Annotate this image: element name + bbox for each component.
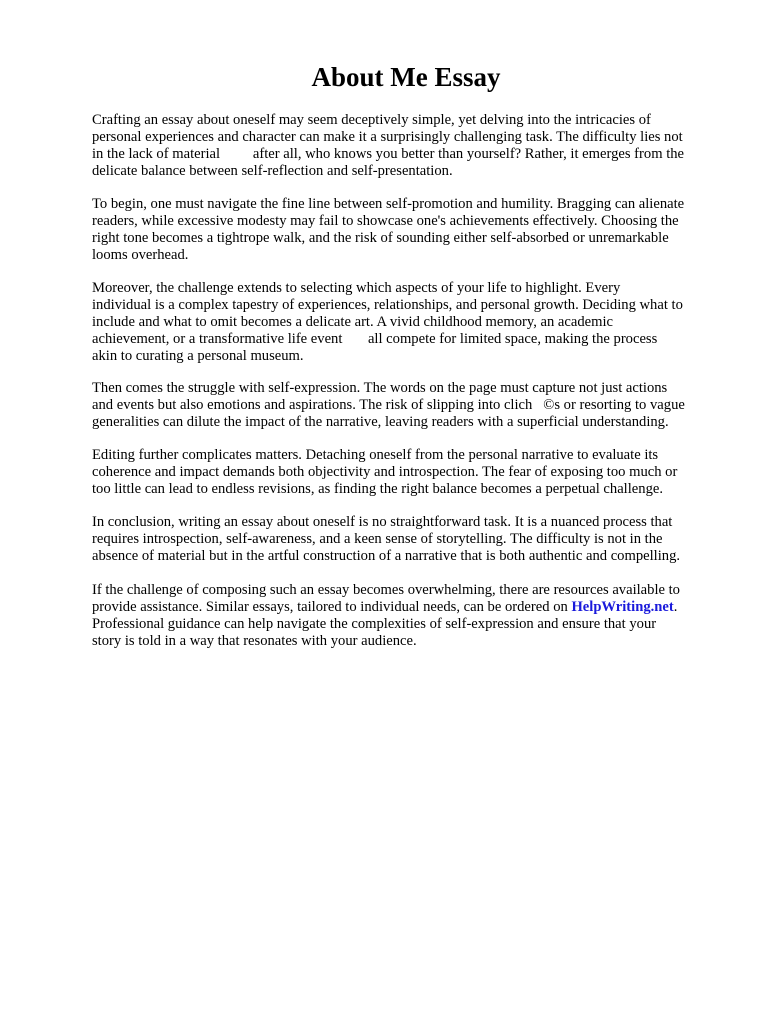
text-line: Professional guidance can help navigate the complexities of self-expression and ensure that your [92,616,657,632]
text-line: looms overhead. [92,247,189,263]
helpwriting-link[interactable]: HelpWriting.net [571,599,674,615]
paragraph-intro [92,112,684,180]
text-line: akin to curating a personal museum. [92,348,304,364]
text-line-with-link [92,599,680,616]
text-line: individual is a complex tapestry of experiences, relationships, and personal growth. Deciding what to [92,297,683,313]
text-line: achievement, or a transformative life event all compete for limited space, making the process [92,331,658,347]
paragraph-tone [92,196,684,264]
text-line: generalities can dilute the impact of the narrative, leaving readers with a superficial understanding. [92,414,669,430]
text-line: Crafting an essay about oneself may seem deceptively simple, yet delving into the intricacies of [92,112,651,128]
page-title: About Me Essay [311,62,501,92]
paragraph-expression [92,380,685,431]
text-line: story is told in a way that resonates with your audience. [92,633,417,649]
text-line: In conclusion, writing an essay about oneself is no straightforward task. It is a nuanced process that [92,514,673,530]
text-line: too little can lead to endless revisions, as finding the right balance becomes a perpetual challenge. [92,481,663,497]
text-line: Editing further complicates matters. Detaching oneself from the personal narrative to evaluate its [92,447,659,463]
text-line: coherence and impact demands both objectivity and introspection. The fear of exposing too much or [92,464,678,480]
link-suffix-text: . [673,599,678,615]
text-line: right tone becomes a tightrope walk, and the risk of sounding either self-absorbed or unremarkable [92,230,669,246]
text-line: delicate balance between self-reflection and self-presentation. [92,163,453,179]
text-line: personal experiences and character can make it a surprisingly challenging task. The difficulty lies not [92,129,683,145]
text-line: Then comes the struggle with self-expression. The words on the page must capture not just actions [92,380,668,396]
text-line: include and what to omit becomes a delicate art. A vivid childhood memory, an academic [92,314,614,330]
text-line: and events but also emotions and aspirations. The risk of slipping into clich ©s or resorting to vague [92,397,685,413]
text-line: in the lack of material after all, who knows you better than yourself? Rather, it emerges from the [92,146,685,162]
link-prefix-text: provide assistance. Similar essays, tailored to individual needs, can be ordered on [92,599,572,615]
paragraph-selection [92,280,683,365]
text-line: Moreover, the challenge extends to selecting which aspects of your life to highlight. Every [92,280,621,296]
text-line: If the challenge of composing such an essay becomes overwhelming, there are resources available to [92,582,680,598]
text-line: requires introspection, self-awareness, and a keen sense of storytelling. The difficulty is not in the [92,531,663,547]
paragraph-resources [92,582,680,650]
text-line: readers, while excessive modesty may fail to showcase one's achievements effectively. Choosing the [92,213,679,229]
text-line: absence of material but in the artful construction of a narrative that is both authentic and compelling. [92,548,681,564]
text-line: To begin, one must navigate the fine line between self-promotion and humility. Bragging can alienate [92,196,685,212]
paragraph-editing [92,447,677,498]
paragraph-conclusion [92,514,680,565]
